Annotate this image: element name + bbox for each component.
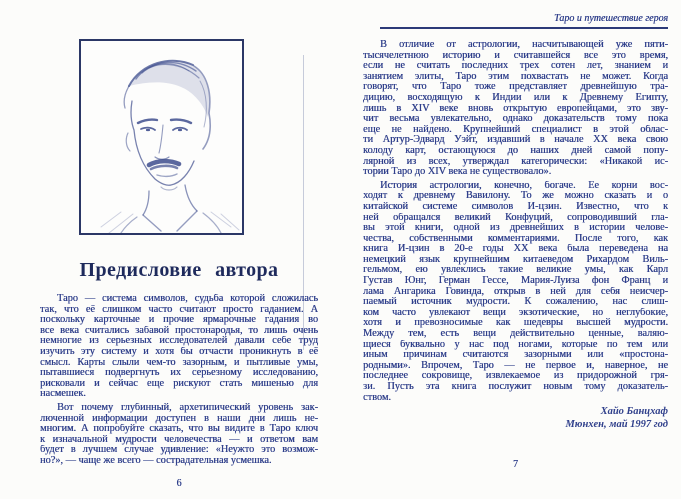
text-line: дицию, восходящую к Индии или к Древнему Египту, xyxy=(363,92,668,103)
text-line: хотя и превозносимые как шедевры высшей мудрости. xyxy=(363,318,668,329)
text-line: насмешек. xyxy=(40,389,86,400)
text-line: но?», — чаще же всего — сострадательная усмешка. xyxy=(40,455,272,466)
text-line: говорят, что Таро тоже представляет древнейшую тра- xyxy=(363,82,668,93)
text-line: немецкий язык крупнейшим китаеведом Рихардом Виль- xyxy=(363,254,668,265)
text-line: ходят к древнему Вавилону. То же можно сказать и о xyxy=(363,191,668,202)
text-line: пытавшиеся подвергнуть их серьезному исследованию, xyxy=(40,368,318,379)
signature xyxy=(363,406,668,431)
page-right xyxy=(363,12,668,471)
text-line: книга И-цзин в 20-е годы XX века была переведена на xyxy=(363,244,668,255)
text-line: колоду карт, остающуюся до наших дней самой попу- xyxy=(363,145,668,156)
text-line: так, что её слишком часто считают просто гаданием. А xyxy=(40,304,318,315)
text-line: Густав Юнг, Герман Гессе, Мария-Луиза фон Франц и xyxy=(363,276,668,287)
text-line: Вот почему глубинный, архетипический уровень зак- xyxy=(57,402,318,413)
text-line: В отличие от астрологии, насчитывающей уже пяти- xyxy=(380,40,668,50)
text-line: смысл. Карты слыли чем-то зазорным, и пытливые умы, xyxy=(40,357,318,368)
text-line: паемый источник мудрости. К сожалению, нас слиш- xyxy=(363,297,668,308)
text-line: чит весьма увлекательно, однако доказательств тому пока xyxy=(363,114,668,125)
left-body-text xyxy=(40,294,318,467)
author-portrait-sketch-icon xyxy=(81,41,242,233)
signature-place-date: Мюнхен, май 1997 год xyxy=(565,418,668,430)
paragraph xyxy=(40,294,318,400)
text-line: многим. А попробуйте сказать, что вы видите в Таро ключ xyxy=(40,424,318,435)
page-number-right: 7 xyxy=(513,459,518,471)
text-line: поскольку карточные и прочие ярмарочные гадания во xyxy=(40,315,318,326)
text-line: ти Артур-Эдвард Уэйт, издавший в начале XX века свою xyxy=(363,135,668,146)
paragraph xyxy=(363,181,668,403)
text-line: к изначальной мудрости человечества — и ответом вам xyxy=(40,434,318,445)
text-line: родными». Впрочем, Таро — не первое и, наверное, не xyxy=(363,360,668,371)
text-line: щиеся буквально у нас под ногами, которые по тем или xyxy=(363,339,668,350)
text-line: ней обращался великий Конфуций, сопроводивший гла- xyxy=(363,212,668,223)
text-line: будет в лучшем случае удивление: «Неужто это возмож- xyxy=(40,445,318,456)
text-line: лярной из всех, утверждал категорически: «Никакой ис- xyxy=(363,156,668,167)
running-head: Таро и путешествие героя xyxy=(554,13,668,24)
text-line: Таро — система символов, судьба которой сложилась xyxy=(57,294,318,304)
page-number-left: 6 xyxy=(176,477,182,489)
text-line: люченной информации доступен в наши дни лишь не- xyxy=(40,413,318,424)
text-line: вы этой книги, одной из древнейших в истории челове- xyxy=(363,223,668,234)
text-line: лишь в XIV веке вновь открытую европейцами, это зву- xyxy=(363,103,668,114)
text-line: ством. xyxy=(363,392,391,403)
text-line: все века считались забавой простонародья, то лишь очень xyxy=(40,325,318,336)
text-line: Между тем, есть вещи действительно ценные, валяю- xyxy=(363,329,668,340)
text-line: тысячелетнюю историю и считавшейся все это время, xyxy=(363,50,668,61)
text-line: гельмом, ею увлеклись такие великие умы, как Карл xyxy=(363,265,668,276)
text-line: чества, собственными комментариями. После того, как xyxy=(363,233,668,244)
text-line: рисковали и сейчас еще рискуют стать мишенью для xyxy=(40,378,318,389)
text-line: изучить эту систему и хотя бы отчасти проникнуть в её xyxy=(40,346,318,357)
text-line: тории Таро до XIV века не существовало». xyxy=(363,167,552,178)
text-line: немногие из серьезных исследователей давали себе труд xyxy=(40,336,318,347)
text-line: лама Ангарика Говинда, открыв в ней для себя неисчер- xyxy=(363,286,668,297)
preface-heading: Предисловие автора xyxy=(79,259,279,281)
paragraph xyxy=(40,403,318,467)
text-line: еще не найдено. Крупнейший специалист в этой облас- xyxy=(363,124,668,135)
header-rule xyxy=(380,27,668,29)
signature-author: Хайо Банцхаф xyxy=(600,406,668,418)
page-left xyxy=(40,39,318,490)
author-portrait xyxy=(79,39,244,235)
text-line: китайской системе символов И-цзин. Известно, что к xyxy=(363,201,668,212)
text-line: последнее сокровище, извлекаемое из придорожной гря- xyxy=(363,371,668,382)
right-body-text xyxy=(363,40,668,403)
text-line: если не считать последних трех сотен лет, знанием и xyxy=(363,61,668,72)
text-line: иным причинам считаются зазорными или «простона- xyxy=(363,350,668,361)
text-line: зи. Пусть эта книга послужит новым тому доказатель- xyxy=(363,382,668,392)
text-line: ком часто увлекают вещи экзотические, но неглубокие, xyxy=(363,307,668,318)
text-line: занятием элиты, Таро этим похвастать не может. Когда xyxy=(363,71,668,82)
text-line: История астрологии, конечно, богаче. Ее корни вос- xyxy=(380,180,668,191)
paragraph xyxy=(363,40,668,178)
